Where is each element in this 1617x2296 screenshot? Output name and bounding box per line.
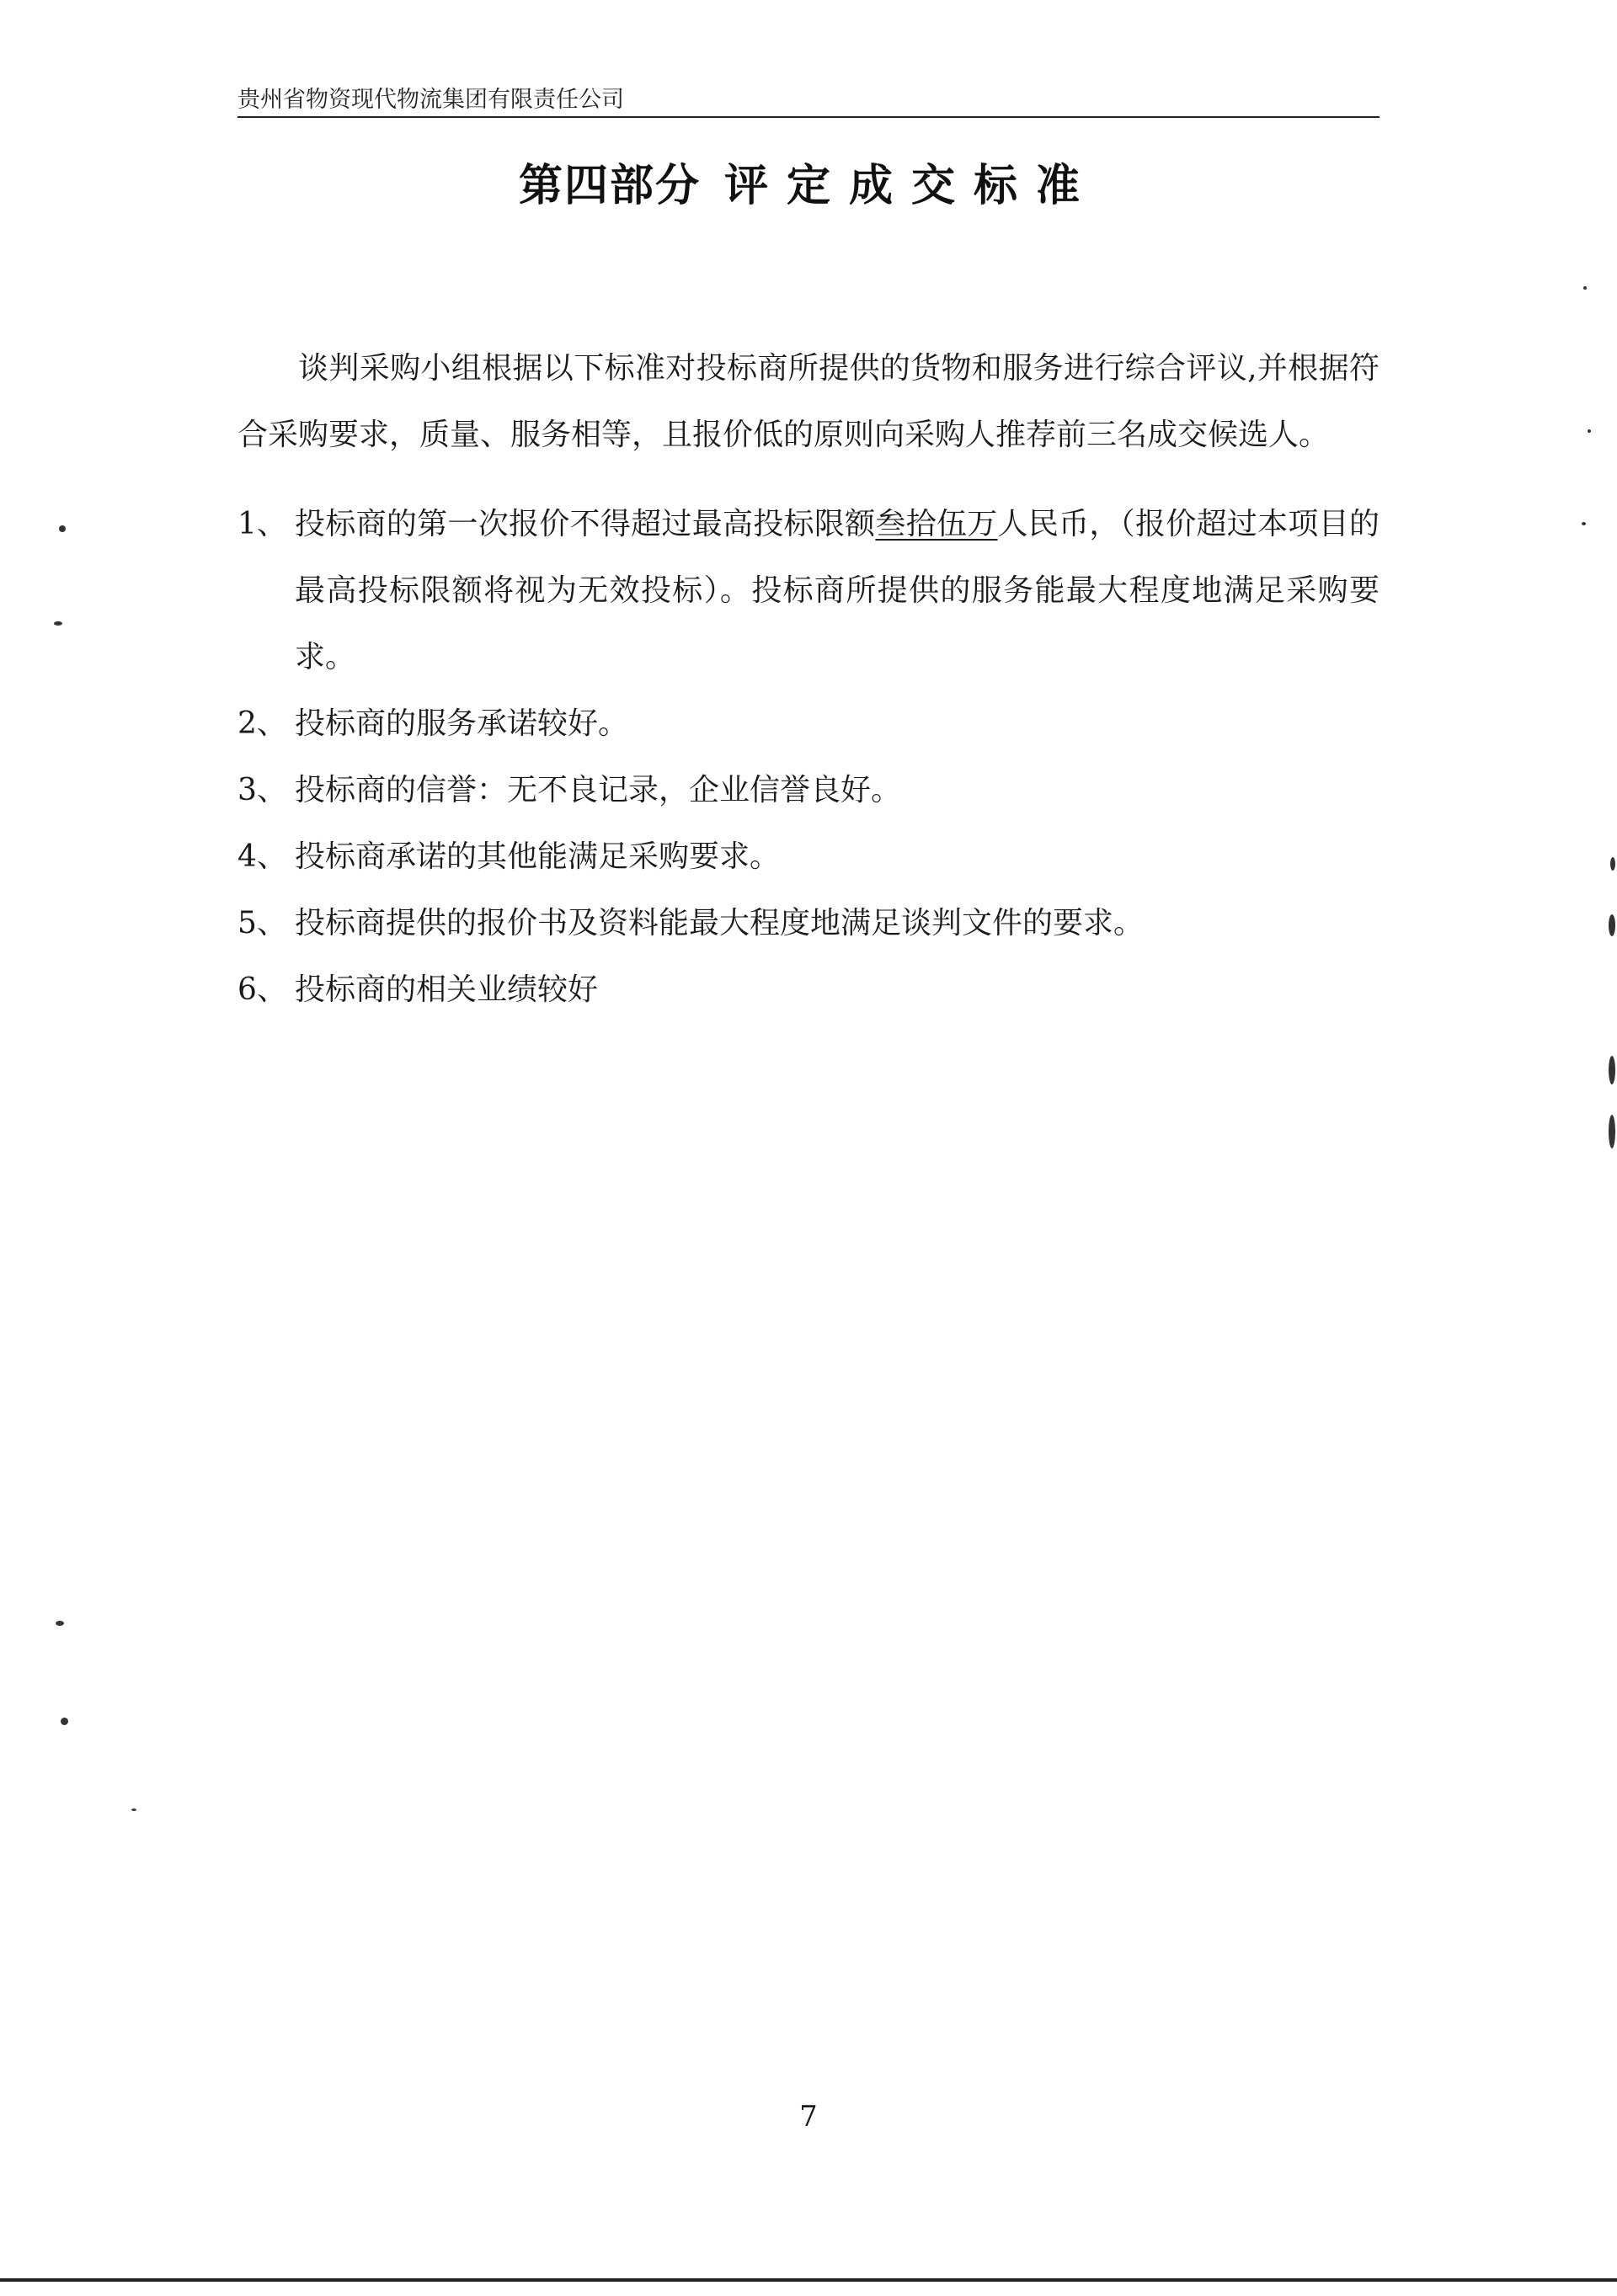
criteria-text: 投标商的相关业绩较好 <box>295 972 599 1007</box>
scan-speck <box>59 525 66 532</box>
criteria-list <box>237 491 1380 1023</box>
section-part-label: 第四部分 <box>518 160 701 211</box>
scan-speck <box>1609 914 1615 936</box>
criteria-number: 3、 <box>237 773 287 807</box>
criteria-number: 2、 <box>237 706 287 741</box>
section-heading: 评定成交标准 <box>724 160 1099 211</box>
header-divider <box>237 116 1380 118</box>
criteria-text <box>295 491 1380 690</box>
criteria-text-before: 投标商的第一次报价不得超过最高投标限额 <box>295 507 876 541</box>
criteria-number: 1、 <box>237 507 287 541</box>
criteria-item <box>237 956 1380 1023</box>
criteria-item <box>237 890 1380 956</box>
scan-speck <box>61 1718 68 1725</box>
company-header: 贵州省物资现代物流集团有限责任公司 <box>237 87 624 113</box>
intro-paragraph: 谈判采购小组根据以下标准对投标商所提供的货物和服务进行综合评议,并根据符合采购要求，质量、服务相等，且报价低的原则向采购人推荐前三名成交候选人。 <box>237 351 1380 452</box>
criteria-text: 投标商提供的报价书及资料能最大程度地满足谈判文件的要求。 <box>295 906 1145 940</box>
criteria-item <box>237 757 1380 823</box>
criteria-item <box>237 690 1380 757</box>
criteria-item <box>237 491 1380 690</box>
page-number: 7 <box>799 2100 818 2134</box>
criteria-number: 5、 <box>237 906 287 940</box>
criteria-item <box>237 823 1380 890</box>
scan-speck <box>56 1621 64 1626</box>
scan-edge-line <box>0 2278 1617 2282</box>
scan-speck <box>1582 522 1586 525</box>
criteria-number: 4、 <box>237 839 287 874</box>
section-title <box>0 150 1617 213</box>
scan-speck <box>131 1809 136 1811</box>
scan-speck <box>1588 429 1591 433</box>
scan-speck <box>54 621 62 626</box>
scan-speck <box>1610 857 1615 871</box>
criteria-text: 投标商的服务承诺较好。 <box>295 706 629 741</box>
criteria-text: 投标商的信誉：无不良记录，企业信誉良好。 <box>295 773 902 807</box>
criteria-text-after: 人民币，（报价超过本项目的最高投标限额将视为无效投标）。投标商所提供的服务能最大程度地满足采购要求。 <box>295 507 1380 674</box>
scan-speck <box>1609 1056 1615 1084</box>
scan-speck <box>1583 286 1587 290</box>
max-bid-amount: 叁拾伍万 <box>875 507 998 541</box>
criteria-number: 6、 <box>237 972 287 1007</box>
criteria-text: 投标商承诺的其他能满足采购要求。 <box>295 839 781 874</box>
scan-speck <box>1609 1115 1615 1148</box>
